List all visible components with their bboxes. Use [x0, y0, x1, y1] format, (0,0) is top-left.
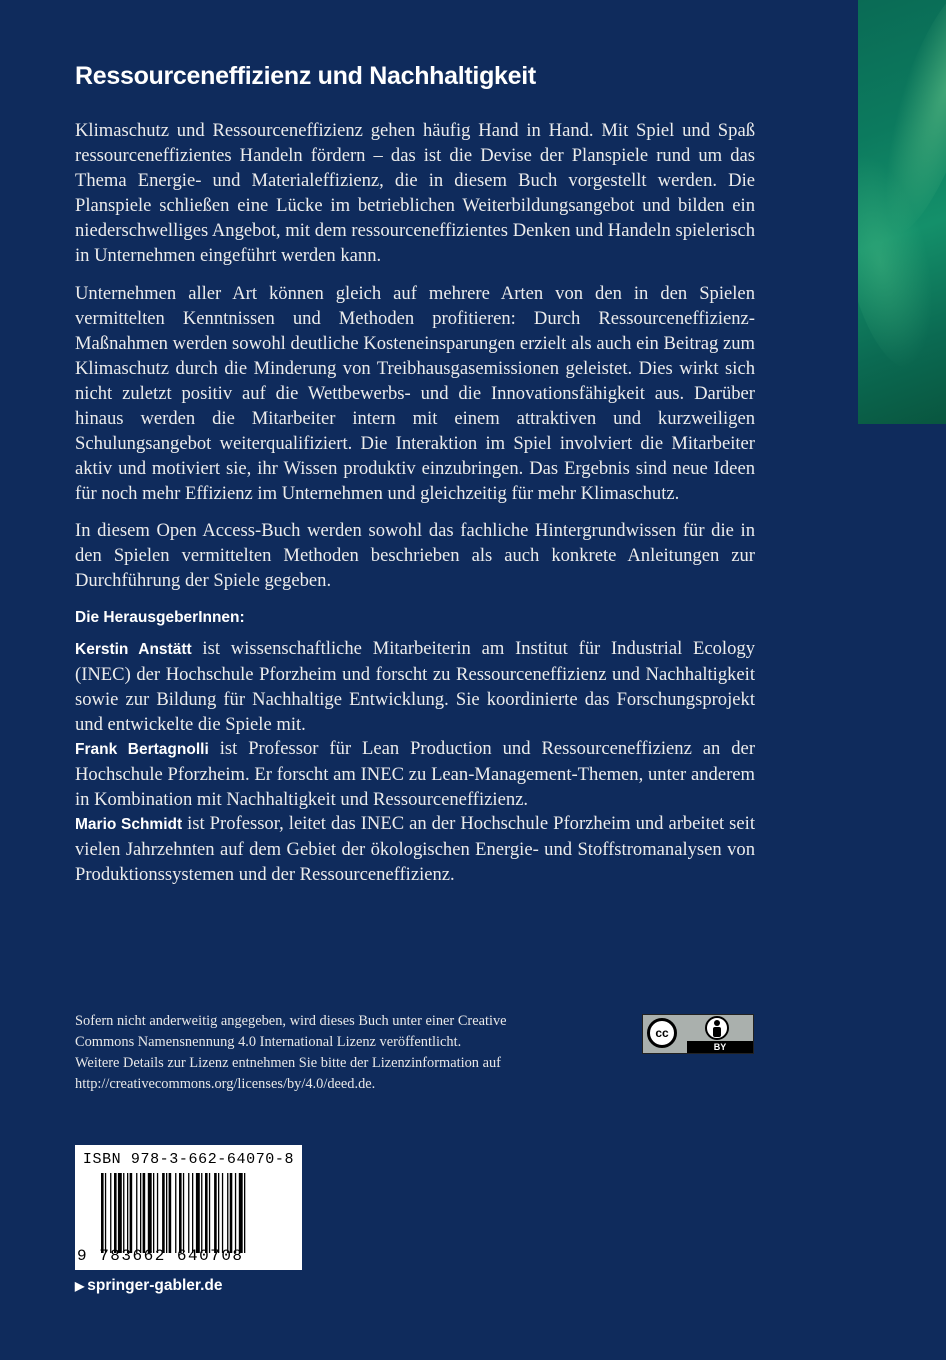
blurb-paragraph-2: Unternehmen aller Art können gleich auf mehrere Arten von den in den Spielen vermittelten Kenntnissen und Methoden profitieren: Durch Ressourceneffizienz-Maßnahmen werden sowohl deutliche Kosteneinsparungen erzielt als auch ein Beitrag zum Klimaschutz durch die Minderung von Treibhausgasemissionen geleistet. Dies wirkt sich nicht zuletzt positiv auf die Wettbewerbs- und die Innovationsfähigkeit aus. Darüber hinaus werden die Mitarbeiter intern mit einem attraktiven und kurzweiligen Schulungsangebot weiterqualifiziert. Die Interaktion im Spiel involviert die Mitarbeiter aktiv und motiviert sie, ihr Wissen produktiv einzubringen. Das Ergebnis sind neue Ideen für noch mehr Effizienz im Unternehmen und gleichzeitig für mehr Klimaschutz. [75, 283, 755, 504]
editor-description: ist Professor für Lean Production und Ressourceneffizienz an der Hochschule Pforzheim. Er forscht am INEC zu Lean-Management-Themen, unter anderem in Kombination mit Nachhaltigkeit und Ressourceneffizienz. [75, 738, 756, 810]
barcode-bar [166, 1173, 167, 1253]
cover-image-strip [858, 0, 946, 424]
barcode-bar [157, 1173, 158, 1253]
book-title: Ressourceneffizienz und Nachhaltigkeit [75, 62, 536, 90]
person-head-shape [714, 1020, 720, 1026]
barcode-bar [175, 1173, 176, 1253]
editors-heading: Die HerausgeberInnen: [75, 609, 245, 626]
barcode-bar [101, 1173, 104, 1253]
barcode-bar [127, 1173, 128, 1253]
barcode-bar [192, 1173, 193, 1253]
editor-bio-bertagnolli [75, 736, 755, 812]
barcode-bar [230, 1173, 233, 1253]
editor-name: Frank Bertagnolli [75, 741, 209, 758]
barcode-bar [239, 1173, 243, 1253]
barcode-bar [148, 1173, 152, 1253]
by-label: BY [713, 1042, 727, 1052]
cc-by-license-badge[interactable] [642, 1014, 754, 1054]
blurb-paragraph-1: Klimaschutz und Ressourceneffizienz gehen häufig Hand in Hand. Mit Spiel und Spaß ressourceneffizientes Handeln fördern – das ist die Devise der Planspiele rund um das Thema Energie- und Materialeffizienz, die in diesem Buch vorgestellt werden. Die Planspiele schließen eine Lücke im betrieblichen Weiterbildungsangebot und bilden ein niederschwelliges Angebot, mit dem ressourceneffizientes Denken und Handeln spielerisch in Unternehmen eingeführt werden kann. [75, 120, 755, 266]
editor-description: ist Professor, leitet das INEC an der Hochschule Pforzheim und arbeitet seit vielen Jahrzehnten auf dem Gebiet der ökologischen Energie- und Stoffstromanalysen von Produktionssystemen und der Ressourceneffizienz. [75, 813, 755, 885]
cc-logo-icon: cc [647, 1018, 677, 1048]
barcode-bar [196, 1173, 200, 1253]
person-body-shape [713, 1027, 721, 1037]
barcode-bar [214, 1173, 217, 1253]
barcode-bar [244, 1173, 245, 1253]
editor-bio-anstaett [75, 636, 755, 737]
barcode-bar [201, 1173, 202, 1253]
barcode-bar [188, 1173, 189, 1253]
editor-description: ist wissenschaftliche Mitarbeiterin am Institut für Industrial Ecology (INEC) der Hochschule Pforzheim und forscht zu Ressourceneffizienz und Nachhaltigkeit sowie zur Bildung für Nachhaltige Entwicklung. Sie koordinierte das Forschungsprojekt und entwickelte die Spiele mit. [75, 638, 755, 735]
barcode-bars [101, 1173, 293, 1253]
barcode-bar [235, 1173, 236, 1253]
barcode-bar [222, 1173, 223, 1253]
barcode-bar [153, 1173, 154, 1253]
isbn-label: ISBN 978-3-662-64070-8 [82, 1151, 295, 1168]
blurb-paragraph-3: In diesem Open Access-Buch werden sowohl das fachliche Hintergrundwissen für die in den Spielen vermittelten Methoden beschrieben als auch konkrete Anleitungen zur Durchführung der Spiele gegeben. [75, 520, 755, 591]
barcode-digits: 9 783662 640708 [77, 1247, 244, 1265]
editor-bio-schmidt [75, 811, 755, 887]
arrow-right-icon: ▶ [75, 1279, 85, 1293]
barcode-bar [140, 1173, 141, 1253]
barcode-bar [118, 1173, 122, 1253]
barcode-bar [205, 1173, 208, 1253]
barcode-bar [123, 1173, 124, 1253]
barcode-bar [110, 1173, 111, 1253]
barcode-bar [169, 1173, 172, 1253]
barcode-bar [105, 1173, 106, 1253]
barcode-bar [136, 1173, 137, 1253]
barcode-bar [114, 1173, 117, 1253]
barcode-bar [227, 1173, 228, 1253]
barcode-bar [130, 1173, 133, 1253]
publisher-website[interactable] [75, 1277, 222, 1295]
barcode-bar [209, 1173, 210, 1253]
editor-name: Kerstin Anstätt [75, 641, 192, 658]
barcode-bar [183, 1173, 184, 1253]
barcode-bar [162, 1173, 165, 1253]
license-notice: Sofern nicht anderweitig angegeben, wird dieses Buch unter einer Creative Commons Namensnennung 4.0 International Lizenz veröffentlicht. Weitere Details zur Lizenz entnehmen Sie bitte der Lizenzinformation auf http://creativecommons.org/licenses/by/4.0/deed.de. [75, 1013, 507, 1092]
website-label: springer-gabler.de [87, 1277, 223, 1294]
barcode-bar [179, 1173, 182, 1253]
barcode-bar [143, 1173, 146, 1253]
editor-name: Mario Schmidt [75, 816, 183, 833]
isbn-barcode [75, 1145, 302, 1270]
barcode-bar [218, 1173, 219, 1253]
